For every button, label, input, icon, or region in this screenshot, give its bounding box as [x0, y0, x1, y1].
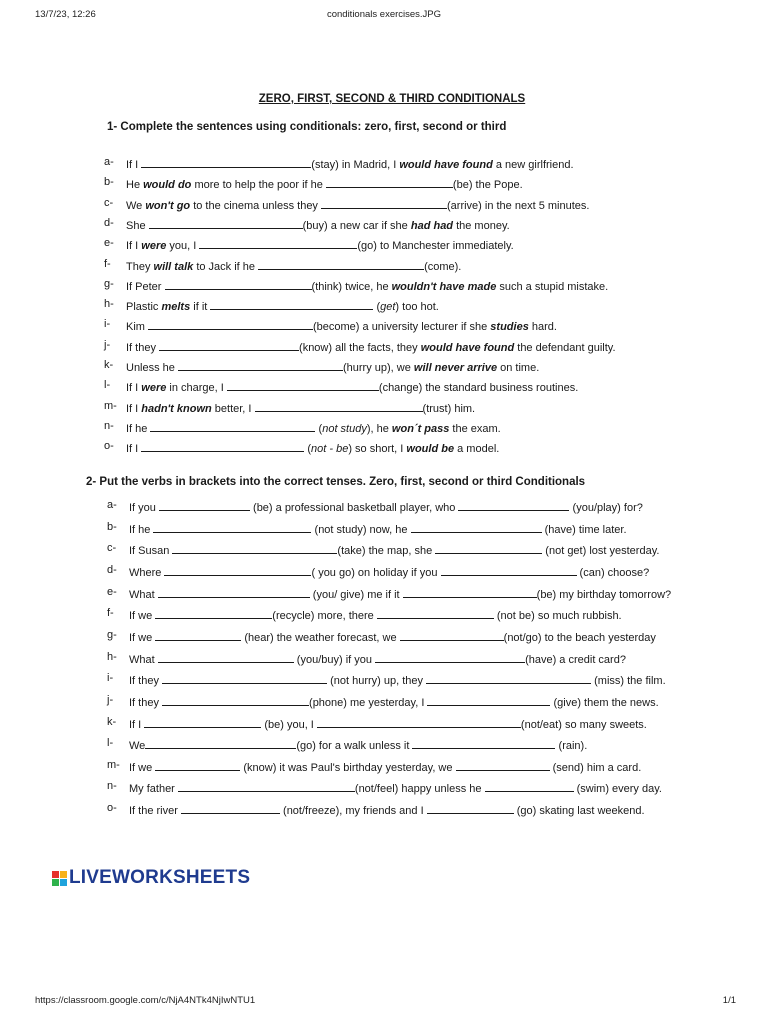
sentence-text: She — [126, 219, 149, 232]
exercise-sentence — [126, 298, 439, 313]
logo-square-red — [52, 871, 59, 878]
sentence-text: (think) twice, he — [311, 280, 392, 293]
answer-blank[interactable] — [158, 651, 294, 663]
sentence-text: (not hurry) up, they — [327, 675, 427, 688]
sentence-text: If the river — [129, 805, 181, 818]
sentence-text: If they — [129, 675, 163, 688]
sentence-text: Plastic — [126, 301, 162, 314]
exercise-sentence — [129, 651, 626, 666]
sentence-text: the exam. — [449, 422, 501, 435]
given-verb: won´t pass — [391, 422, 450, 435]
sentence-text: (take) the map, she — [337, 545, 436, 558]
exercise-label: n- — [107, 780, 117, 793]
exercise-sentence — [126, 217, 510, 232]
exercise-label: c- — [104, 196, 114, 209]
exercise-item — [0, 318, 768, 334]
sentence-text: (rain). — [555, 740, 588, 753]
exercise-sentence — [129, 694, 659, 709]
sentence-text: (hear) the weather forecast, we — [241, 631, 400, 644]
exercise-item — [0, 780, 768, 796]
sentence-text: the defendant guilty. — [514, 341, 616, 354]
exercise-item — [0, 672, 768, 688]
exercise-sentence — [126, 237, 514, 252]
exercise-item — [0, 400, 768, 416]
given-verb: would do — [143, 179, 192, 192]
exercise-item — [0, 586, 768, 602]
answer-blank[interactable] — [149, 217, 303, 229]
exercise-label: m- — [104, 399, 117, 412]
sentence-text: (have) a credit card? — [525, 653, 626, 666]
answer-blank[interactable] — [162, 672, 327, 684]
exercise-item — [0, 156, 768, 172]
exercise-item — [0, 359, 768, 375]
sentence-text: If I — [129, 718, 145, 731]
answer-blank[interactable] — [178, 359, 343, 371]
exercise-label: k- — [107, 715, 117, 728]
exercise-label: j- — [104, 338, 111, 351]
answer-blank[interactable] — [321, 197, 447, 209]
sentence-text: (you/buy) if you — [293, 653, 376, 666]
section-2-heading: 2- Put the verbs in brackets into the correct tenses. Zero, first, second or third Conditionals — [86, 476, 586, 488]
answer-blank[interactable] — [456, 759, 550, 771]
sentence-text: (not get) lost yesterday. — [542, 545, 660, 558]
answer-blank[interactable] — [427, 802, 514, 814]
answer-blank[interactable] — [485, 780, 574, 792]
sentence-text: (miss) the film. — [591, 675, 666, 688]
sentence-text: ( — [315, 422, 323, 435]
sentence-text: Unless he — [126, 362, 178, 374]
sentence-text: (go) for a walk unless it — [296, 740, 413, 753]
answer-blank[interactable] — [377, 607, 494, 619]
sentence-text: We — [129, 740, 146, 753]
sentence-text: hard. — [528, 321, 557, 334]
sentence-text: (swim) every day. — [573, 783, 662, 796]
sentence-text: to Jack if he — [193, 260, 259, 273]
sentence-text: If we — [129, 761, 156, 774]
sentence-text: If I — [126, 240, 142, 253]
answer-blank[interactable] — [162, 694, 309, 706]
sentence-text: If Susan — [129, 545, 173, 558]
sentence-text: If I — [126, 402, 142, 415]
answer-blank[interactable] — [165, 278, 312, 290]
sentence-text: They — [126, 260, 154, 273]
sentence-text: (arrive) in the next 5 minutes. — [447, 199, 590, 212]
sentence-text: you, I — [166, 240, 200, 253]
sentence-text: (go) to Manchester immediately. — [357, 240, 514, 253]
verb-hint: not study — [322, 422, 367, 435]
exercise-label: a- — [104, 156, 114, 168]
sentence-text: (you/ give) me if it — [309, 588, 403, 601]
answer-blank[interactable] — [159, 499, 250, 511]
given-verb: will talk — [153, 260, 194, 273]
exercise-label: l- — [107, 737, 114, 750]
sentence-text: ) too hot. — [395, 301, 439, 314]
sentence-text: (can) choose? — [576, 566, 650, 579]
exercise-sentence — [129, 780, 662, 795]
exercise-sentence — [126, 197, 589, 212]
exercise-label: g- — [104, 277, 114, 290]
answer-blank[interactable] — [155, 759, 240, 771]
sentence-text: What — [129, 653, 158, 666]
sentence-text: (trust) him. — [422, 402, 476, 415]
given-verb: wouldn't have made — [391, 280, 497, 293]
answer-blank[interactable] — [155, 629, 241, 641]
answer-blank[interactable] — [164, 564, 311, 576]
given-verb: melts — [161, 301, 191, 314]
sentence-text: If they — [126, 341, 160, 354]
exercise-item — [0, 716, 768, 732]
exercise-label: m- — [107, 758, 120, 771]
sentence-text: He — [126, 179, 144, 192]
sentence-text: (be) my birthday tomorrow? — [536, 588, 672, 601]
sentence-text: If he — [129, 523, 154, 536]
answer-blank[interactable] — [317, 716, 521, 728]
exercise-item — [0, 379, 768, 395]
given-verb: would have found — [399, 159, 493, 171]
answer-blank[interactable] — [141, 440, 304, 452]
sentence-text: (know) it was Paul's birthday yesterday, we — [240, 761, 456, 774]
logo-text: LIVEWORKSHEETS — [69, 867, 251, 888]
answer-blank[interactable] — [199, 237, 357, 249]
exercise-label: c- — [107, 542, 117, 555]
exercise-label: n- — [104, 419, 114, 432]
exercise-sentence — [129, 499, 643, 514]
exercise-sentence — [129, 607, 622, 622]
sentence-text: We — [126, 199, 146, 212]
sentence-text: a new girlfriend. — [492, 159, 574, 171]
answer-blank[interactable] — [141, 156, 311, 168]
logo-mark-icon — [52, 871, 67, 886]
answer-blank[interactable] — [426, 672, 591, 684]
sentence-text: If I — [126, 443, 142, 456]
sentence-text: on time. — [497, 362, 540, 374]
sentence-text: to the cinema unless they — [190, 199, 321, 212]
exercise-sentence — [129, 586, 671, 601]
exercise-label: e- — [104, 237, 114, 250]
sentence-text: Where — [129, 566, 165, 579]
exercise-sentence — [129, 802, 645, 817]
exercise-sentence — [126, 420, 501, 435]
sentence-text: (give) them the news. — [550, 696, 659, 709]
exercise-sentence — [129, 564, 649, 579]
exercise-item — [0, 694, 768, 710]
answer-blank[interactable] — [326, 176, 453, 188]
answer-blank[interactable] — [210, 298, 373, 310]
answer-blank[interactable] — [145, 737, 296, 749]
sentence-text: My father — [129, 783, 178, 796]
given-verb: won't go — [145, 199, 191, 212]
exercise-sentence — [129, 716, 647, 731]
sentence-text: (not/freeze), my friends and I — [279, 805, 427, 818]
sentence-text: If I — [126, 382, 142, 395]
sentence-text: (hurry up), we — [342, 362, 414, 374]
print-file-title: conditionals exercises.JPG — [326, 9, 442, 20]
exercise-sentence — [126, 258, 461, 273]
exercise-item — [0, 278, 768, 294]
exercise-item — [0, 258, 768, 274]
answer-blank[interactable] — [441, 564, 577, 576]
answer-blank[interactable] — [181, 802, 280, 814]
sentence-text: (recycle) more, there — [272, 610, 377, 623]
sentence-text: What — [129, 588, 158, 601]
given-verb: were — [141, 382, 167, 395]
sentence-text: (know) all the facts, they — [299, 341, 421, 354]
sentence-text: If he — [126, 422, 151, 435]
given-verb: would be — [406, 443, 455, 456]
print-url: https://classroom.google.com/c/NjA4NTk4NjIwNTU1 — [35, 995, 256, 1006]
exercise-sentence — [126, 278, 608, 293]
answer-blank[interactable] — [150, 420, 315, 432]
exercise-sentence — [126, 440, 499, 455]
answer-blank[interactable] — [159, 339, 299, 351]
answer-blank[interactable] — [158, 586, 310, 598]
exercise-label: j- — [107, 693, 114, 706]
sentence-text: (not be) so much rubbish. — [493, 610, 622, 623]
exercise-item — [0, 499, 768, 515]
exercise-item — [0, 542, 768, 558]
given-verb: studies — [490, 321, 529, 334]
sentence-text: If we — [129, 610, 156, 623]
exercise-label: d- — [107, 563, 117, 576]
sentence-text: (not study) now, he — [311, 523, 411, 536]
sentence-text: (have) time later. — [541, 523, 627, 536]
sentence-text: (you/play) for? — [569, 502, 643, 514]
exercise-label: l- — [104, 379, 111, 392]
answer-blank[interactable] — [178, 780, 355, 792]
exercise-item — [0, 298, 768, 314]
exercise-label: g- — [107, 628, 117, 641]
exercise-label: i- — [107, 672, 114, 685]
exercise-item — [0, 521, 768, 537]
answer-blank[interactable] — [412, 737, 555, 749]
exercise-item — [0, 176, 768, 192]
sentence-text: (become) a university lecturer if she — [313, 321, 491, 334]
exercise-item — [0, 607, 768, 623]
exercise-sentence — [129, 521, 627, 536]
sentence-text: ( — [373, 301, 381, 314]
answer-blank[interactable] — [458, 499, 569, 511]
exercise-label: o- — [107, 802, 117, 815]
exercise-item — [0, 759, 768, 775]
verb-hint: not - be — [311, 443, 349, 456]
exercise-label: a- — [107, 499, 117, 511]
answer-blank[interactable] — [227, 379, 379, 391]
answer-blank[interactable] — [375, 651, 525, 663]
print-page-count: 1/1 — [722, 995, 736, 1006]
logo-square-blue — [60, 879, 67, 886]
sentence-text: better, I — [211, 402, 255, 415]
answer-blank[interactable] — [258, 258, 424, 270]
answer-blank[interactable] — [148, 318, 313, 330]
sentence-text: in charge, I — [166, 382, 227, 395]
sentence-text: (send) him a card. — [549, 761, 642, 774]
worksheet-title: ZERO, FIRST, SECOND & THIRD CONDITIONALS — [258, 93, 526, 105]
sentence-text: If they — [129, 696, 163, 709]
sentence-text: a model. — [454, 443, 500, 456]
section-1-heading: 1- Complete the sentences using conditionals: zero, first, second or third — [107, 121, 507, 133]
exercise-label: i- — [104, 318, 111, 331]
exercise-sentence — [126, 359, 539, 374]
sentence-text: (be) a professional basketball player, who — [249, 502, 459, 514]
exercise-label: h- — [107, 650, 117, 663]
sentence-text: (not/feel) happy unless he — [354, 783, 485, 796]
sentence-text: (go) skating last weekend. — [513, 805, 645, 818]
exercise-label: f- — [107, 607, 114, 620]
answer-blank[interactable] — [427, 694, 550, 706]
given-verb: had had — [410, 219, 454, 232]
exercise-sentence — [126, 339, 616, 354]
sentence-text: the money. — [453, 219, 510, 232]
exercise-item — [0, 217, 768, 233]
sentence-text: If I — [126, 159, 142, 171]
exercise-label: b- — [107, 520, 117, 533]
exercise-label: d- — [104, 216, 114, 229]
sentence-text: such a stupid mistake. — [496, 280, 609, 293]
sentence-text: (stay) in Madrid, I — [311, 159, 400, 171]
answer-blank[interactable] — [153, 521, 311, 533]
exercise-label: e- — [107, 585, 117, 598]
sentence-text: If you — [129, 502, 159, 514]
sentence-text: (not/eat) so many sweets. — [520, 718, 647, 731]
exercise-item — [0, 737, 768, 753]
exercise-sentence — [126, 318, 557, 333]
exercise-sentence — [129, 542, 659, 557]
given-verb: hadn't known — [141, 402, 212, 415]
answer-blank[interactable] — [435, 542, 542, 554]
exercise-item — [0, 564, 768, 580]
exercise-sentence — [129, 672, 666, 687]
sentence-text: (be) the Pope. — [452, 179, 523, 192]
exercise-label: f- — [104, 257, 111, 270]
sentence-text: If Peter — [126, 280, 165, 293]
exercise-item — [0, 440, 768, 456]
exercise-item — [0, 420, 768, 436]
exercise-item — [0, 629, 768, 645]
sentence-text: ), he — [366, 422, 392, 435]
sentence-text: (phone) me yesterday, I — [309, 696, 428, 709]
sentence-text: ( — [304, 443, 312, 456]
exercise-sentence — [129, 737, 587, 752]
answer-blank[interactable] — [172, 542, 337, 554]
exercise-item — [0, 197, 768, 213]
exercise-item — [0, 802, 768, 818]
exercise-label: o- — [104, 440, 114, 453]
sentence-text: ) so short, I — [348, 443, 407, 456]
sentence-text: if it — [190, 301, 211, 314]
sentence-text: (buy) a new car if she — [302, 219, 411, 232]
exercise-label: b- — [104, 176, 114, 189]
answer-blank[interactable] — [411, 521, 542, 533]
exercise-sentence — [126, 400, 475, 415]
exercise-item — [0, 651, 768, 667]
answer-blank[interactable] — [403, 586, 537, 598]
logo-square-yellow — [60, 871, 67, 878]
answer-blank[interactable] — [400, 629, 504, 641]
sentence-text: (change) the standard business routines. — [378, 382, 579, 395]
sentence-text: Kim — [126, 321, 148, 334]
sentence-text: ( you go) on holiday if you — [311, 566, 441, 579]
exercise-sentence — [129, 759, 641, 774]
given-verb: would have found — [420, 341, 515, 354]
liveworksheets-logo — [52, 867, 250, 889]
exercise-label: k- — [104, 359, 114, 371]
logo-square-green — [52, 879, 59, 886]
sentence-text: If we — [129, 631, 156, 644]
sentence-text: (not/go) to the beach yesterday — [503, 631, 656, 644]
exercise-sentence — [126, 379, 578, 394]
given-verb: were — [141, 240, 167, 253]
answer-blank[interactable] — [255, 400, 423, 412]
exercise-sentence — [126, 156, 574, 171]
verb-hint: get — [380, 301, 396, 314]
given-verb: will never arrive — [413, 362, 498, 374]
answer-blank[interactable] — [155, 607, 272, 619]
exercise-item — [0, 339, 768, 355]
exercise-sentence — [129, 629, 656, 644]
exercise-item — [0, 237, 768, 253]
sentence-text: (come). — [424, 260, 462, 273]
exercise-label: h- — [104, 298, 114, 311]
sentence-text: more to help the poor if he — [191, 179, 326, 192]
sentence-text: (be) you, I — [261, 718, 317, 731]
answer-blank[interactable] — [144, 716, 261, 728]
exercise-sentence — [126, 176, 523, 191]
print-date: 13/7/23, 12:26 — [35, 9, 96, 20]
